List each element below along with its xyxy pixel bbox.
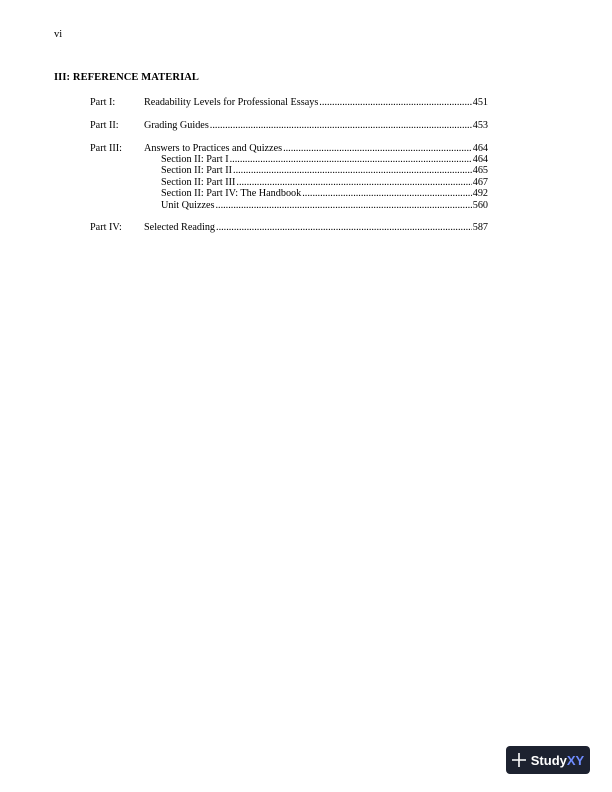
- dot-leader: [233, 165, 472, 176]
- toc-subentry-title: Section II: Part I: [161, 154, 229, 165]
- toc-entry-title: Readability Levels for Professional Essays: [144, 97, 319, 108]
- dot-leader: [319, 97, 471, 108]
- toc-subentry-title: Section II: Part III: [161, 176, 236, 188]
- toc-subentry[interactable]: [144, 188, 488, 199]
- part-label: Part I:: [90, 97, 116, 108]
- table-of-contents: [90, 97, 488, 245]
- toc-entry-page: 587: [472, 222, 488, 234]
- section-heading: III: REFERENCE MATERIAL: [54, 72, 200, 83]
- toc-subentry-page: 492: [472, 188, 488, 200]
- toc-entry[interactable]: [144, 120, 488, 131]
- toc-part-3: [90, 143, 488, 211]
- toc-entry-page: 464: [472, 142, 488, 154]
- part-label: Part IV:: [90, 222, 122, 234]
- dot-leader: [216, 222, 472, 233]
- toc-entry-title: Grading Guides: [144, 119, 209, 131]
- toc-entry[interactable]: [144, 222, 488, 233]
- toc-entry-title: Answers to Practices and Quizzes: [144, 142, 283, 154]
- dot-leader: [230, 154, 472, 165]
- part-entries: [144, 97, 488, 108]
- toc-subentry-page: 467: [472, 176, 488, 188]
- page-number: vi: [54, 29, 63, 40]
- studyxy-badge[interactable]: [506, 746, 590, 774]
- part-label: Part II:: [90, 119, 119, 131]
- dot-leader: [302, 188, 471, 199]
- dot-leader: [236, 177, 471, 188]
- toc-part-1: [90, 97, 488, 108]
- plus-sparkle-icon: [512, 753, 526, 767]
- part-entries: [144, 143, 488, 211]
- toc-subentry[interactable]: [144, 200, 488, 211]
- brand-accent: XY: [566, 752, 585, 768]
- toc-subentry[interactable]: [144, 165, 488, 176]
- toc-subentry-title: Section II: Part IV: The Handbook: [161, 188, 302, 200]
- toc-subentry-title: Unit Quizzes: [161, 199, 215, 211]
- part-entries: [144, 222, 488, 233]
- toc-entry[interactable]: [144, 97, 488, 108]
- dot-leader: [283, 143, 472, 154]
- part-label: Part III:: [90, 142, 122, 154]
- toc-entry-page: 451: [472, 97, 488, 108]
- dot-leader: [210, 120, 472, 131]
- part-entries: [144, 120, 488, 131]
- toc-subentry-page: 464: [472, 154, 488, 165]
- toc-subentry[interactable]: [144, 177, 488, 188]
- toc-part-4: [90, 222, 488, 233]
- brand-name: Study: [530, 752, 567, 768]
- toc-subentry-title: Section II: Part II: [161, 165, 233, 177]
- toc-part-2: [90, 120, 488, 131]
- toc-entry[interactable]: [144, 143, 488, 154]
- toc-subentry-page: 465: [472, 165, 488, 177]
- toc-subentry-page: 560: [472, 199, 488, 211]
- dot-leader: [215, 200, 471, 211]
- toc-subentry[interactable]: [144, 154, 488, 165]
- toc-entry-page: 453: [472, 119, 488, 131]
- toc-entry-title: Selected Reading: [144, 222, 216, 234]
